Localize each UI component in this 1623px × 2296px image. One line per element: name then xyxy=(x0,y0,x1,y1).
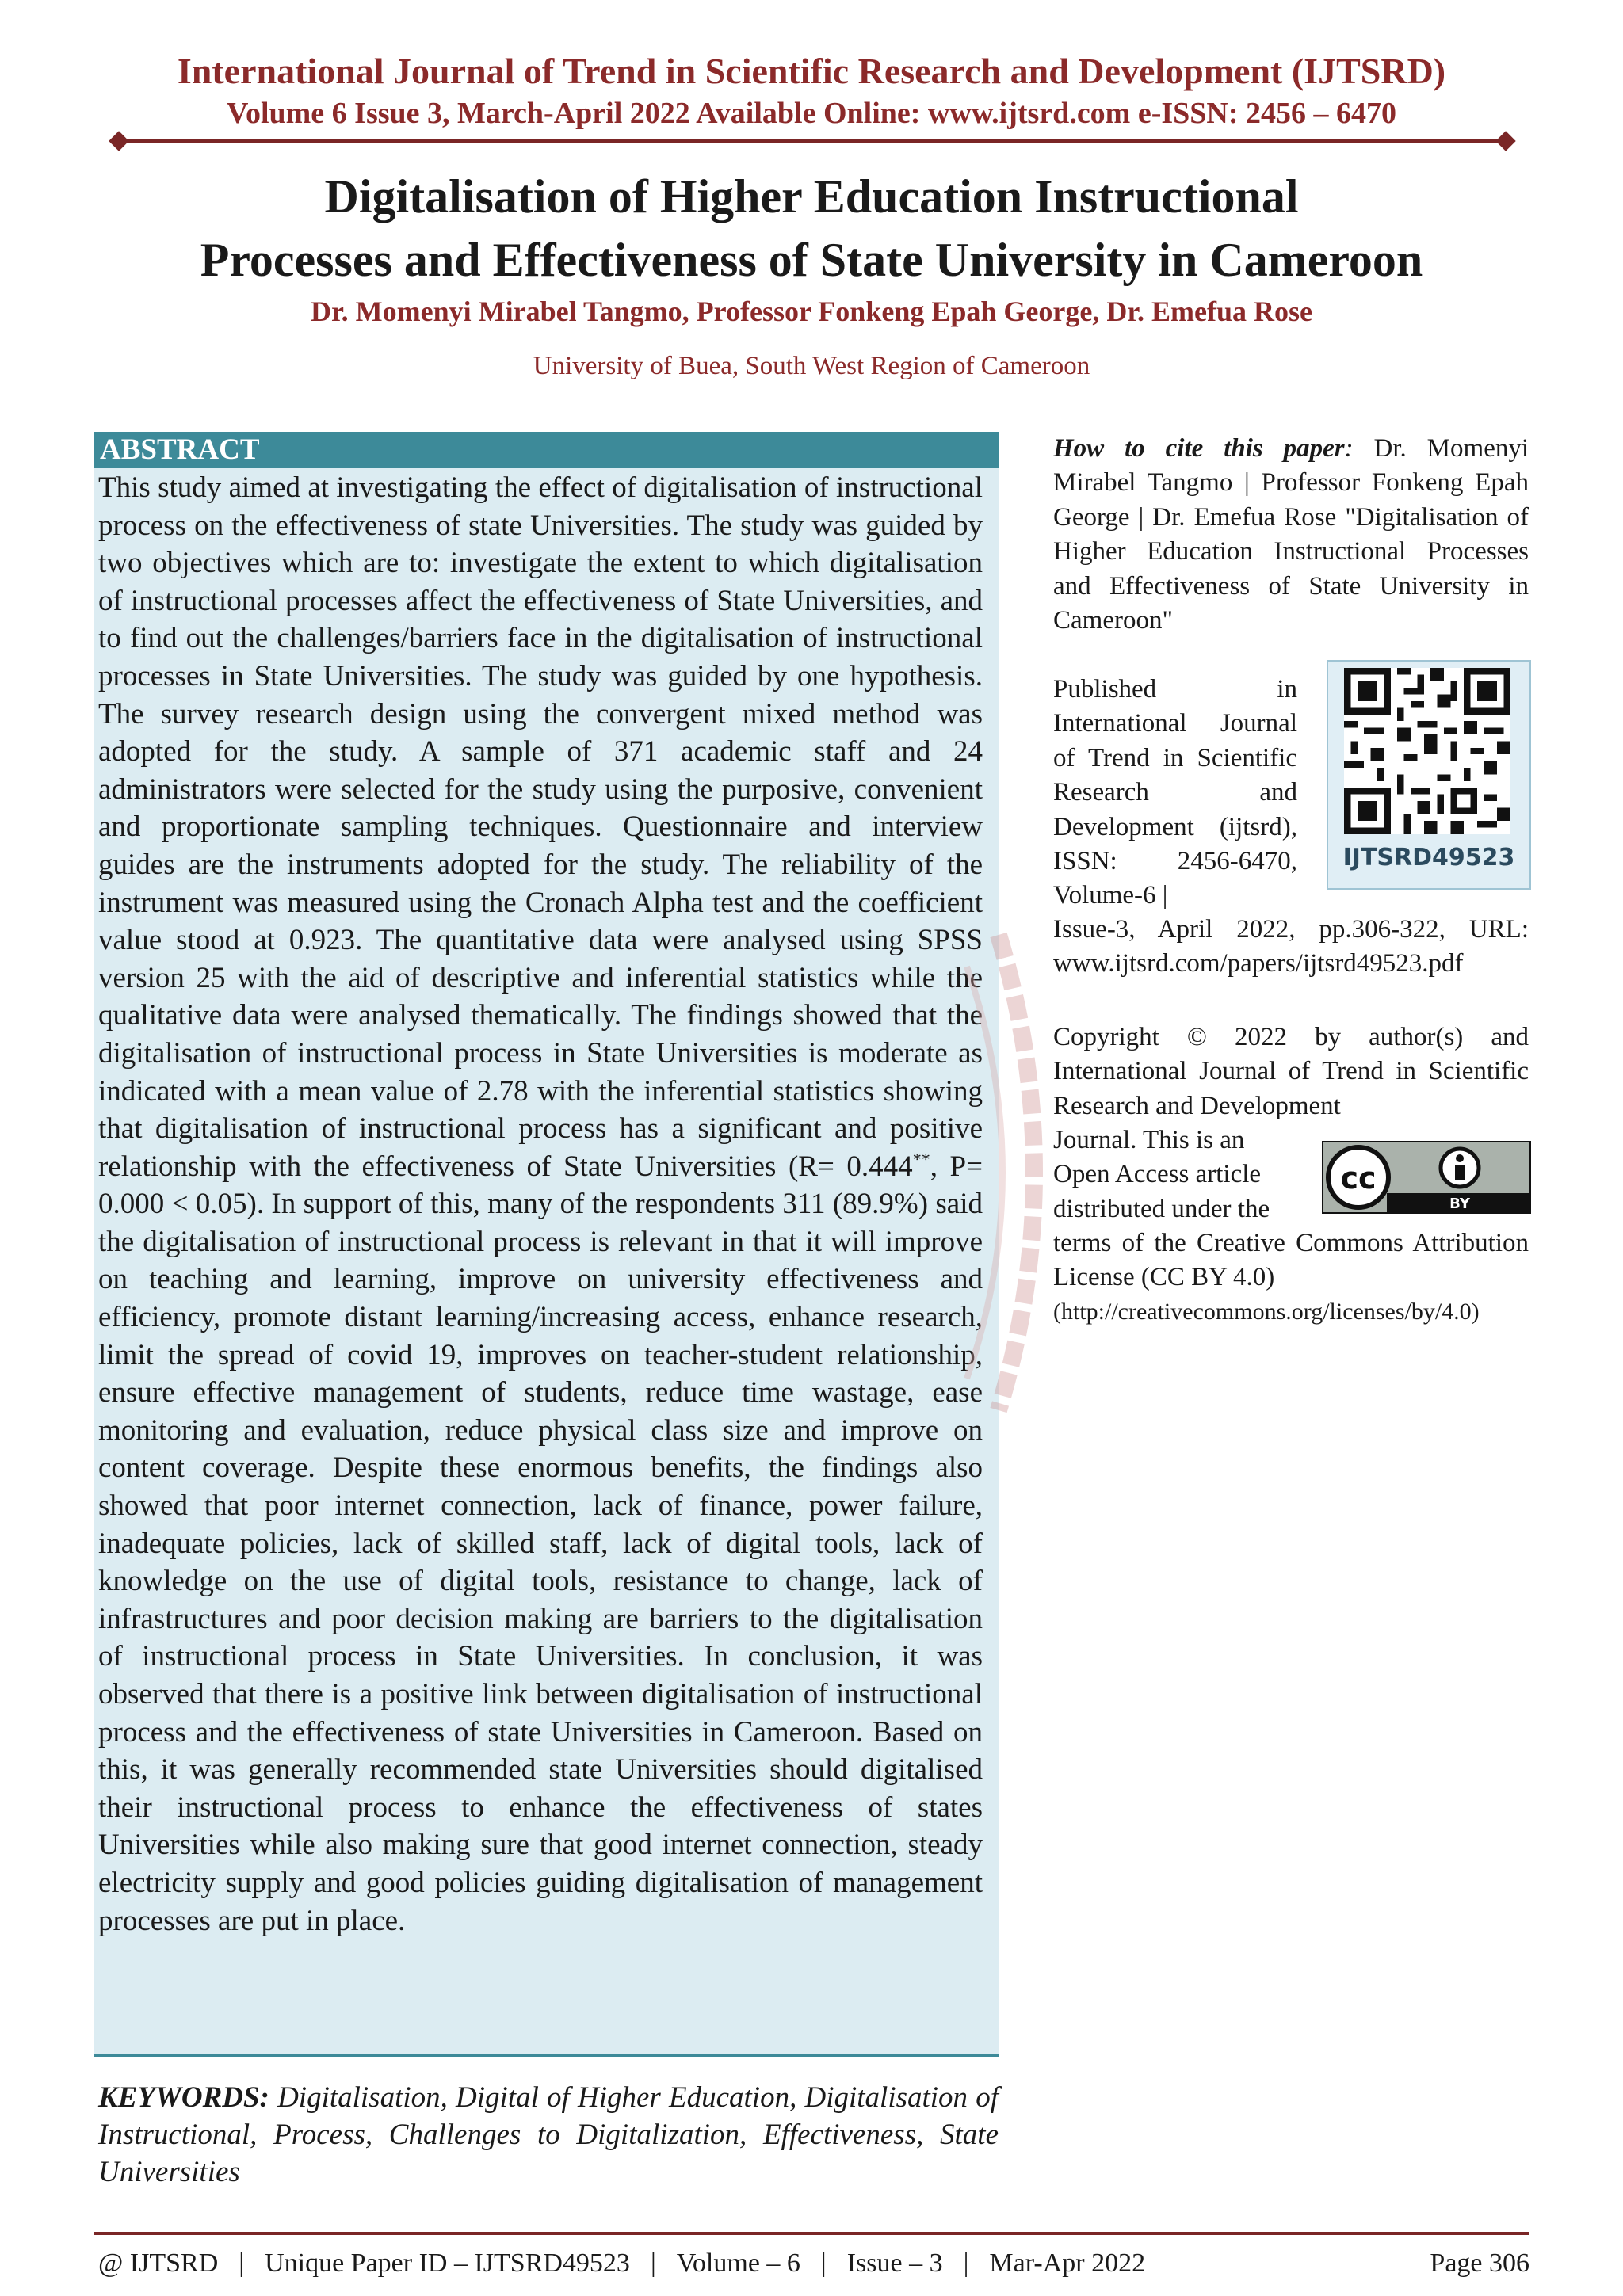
footer-volume: Volume – 6 xyxy=(676,2248,800,2278)
header-divider xyxy=(119,139,1506,143)
copyright-text: Copyright © 2022 by author(s) and International Journal of Trend in Scientific Research and Development xyxy=(1053,1023,1529,1120)
abstract-heading: ABSTRACT xyxy=(94,432,999,468)
qr-code-icon[interactable] xyxy=(1344,668,1510,834)
citation-published: Published in International Journal of Trend in Scientific Research and Development (ijtsrd), ISSN: 2456-6470, Volume-6 | xyxy=(1053,675,1297,910)
paper-title-line-1: Digitalisation of Higher Education Instructional xyxy=(324,170,1299,223)
abstract-superscript: ** xyxy=(912,1149,930,1169)
license-url[interactable]: (http://creativecommons.org/licenses/by/4.0) xyxy=(1053,1299,1480,1325)
footer-divider xyxy=(94,2232,1529,2235)
divider-diamond-right-icon xyxy=(1495,131,1515,151)
journal-name: International Journal of Trend in Scientific Research and Development (IJTSRD) xyxy=(177,51,1446,91)
by-badge-label: BY xyxy=(1449,1196,1470,1212)
citation-published-rest: Issue-3, April 2022, pp.306-322, URL: www.ijtsrd.com/papers/ijtsrd49523.pdf xyxy=(1053,915,1529,978)
page-footer xyxy=(98,2244,1529,2283)
paper-authors: Dr. Momenyi Mirabel Tangmo, Professor Fonkeng Epah George, Dr. Emefua Rose xyxy=(311,296,1312,327)
citation-colon: : xyxy=(1344,434,1354,463)
footer-org: @ IJTSRD xyxy=(98,2248,219,2278)
footer-date: Mar-Apr 2022 xyxy=(989,2248,1146,2278)
paper-title-line-2: Processes and Effectiveness of State University in Cameroon xyxy=(200,234,1423,286)
citation-label: How to cite this paper xyxy=(1053,434,1345,463)
qr-paper-id: IJTSRD49523 xyxy=(1342,844,1515,871)
abstract-text xyxy=(98,469,983,1939)
copyright-text-left: Journal. This is an Open Access article distributed under the xyxy=(1053,1126,1270,1223)
cc-by-license-badge[interactable] xyxy=(1322,1141,1531,1214)
footer-separator: | xyxy=(820,2248,827,2278)
footer-paper-id: Unique Paper ID – IJTSRD49523 xyxy=(265,2248,630,2278)
keywords-text: Digitalisation, Digital of Higher Education, Digitalisation of Instructional, Process, Challenges to Digitalization, Effectiveness, State Universities xyxy=(98,2081,999,2188)
divider-diamond-left-icon xyxy=(109,131,128,151)
footer-page-number: Page 306 xyxy=(1430,2248,1529,2278)
paper-affiliation: University of Buea, South West Region of Cameroon xyxy=(533,352,1090,380)
paper-title xyxy=(0,165,1623,292)
copyright-license: terms of the Creative Commons Attribution License (CC BY 4.0) xyxy=(1053,1229,1529,1292)
abstract-text-part-1: This study aimed at investigating the effect of digitalisation of instructional process on the effectiveness of state Universities. The study was guided by two objectives which are to: investigate the extent to which digitalisation of instructional processes affect the effectiveness of State Universities, and to find out the challenges/barriers face in the digitalisation of instructional processes in State Universities. The study was guided by one hypothesis. The survey research design using the convergent mixed method was adopted for the study. A sample of 371 academic staff and 24 administrators were selected for the study using the purposive, convenient and proportionate sampling techniques. Questionnaire and interview guides are the instruments adopted for the study. The reliability of the instrument was measured using the Cronach Alpha test and the coefficient value stood at 0.923. The quantitative data were analysed using SPSS version 25 with the aid of descriptive and inferential statistics while the qualitative data were analysed thematically. The findings showed that the digitalisation of instructional process in State Universities is moderate as indicated with a mean value of 2.78 with the inferential statistics showing that digitalisation of instructional process has a significant and positive relationship with the effectiveness of State Universities (R= 0.444 xyxy=(98,471,983,1183)
footer-separator: | xyxy=(963,2248,969,2278)
footer-separator: | xyxy=(239,2248,245,2278)
citation-text: Dr. Momenyi Mirabel Tangmo | Professor Fonkeng Epah George | Dr. Emefua Rose "Digitalisation of Higher Education Instructional Processes and Effectiveness of State University in Cameroon" xyxy=(1053,434,1529,635)
footer-separator: | xyxy=(650,2248,656,2278)
cc-badge-label: cc xyxy=(1340,1161,1377,1196)
footer-issue: Issue – 3 xyxy=(846,2248,943,2278)
journal-seal-watermark-icon xyxy=(951,919,1078,1426)
citation-block xyxy=(1053,432,1529,638)
abstract-text-part-2: , P= 0.000 < 0.05). In support of this, many of the respondents 311 (89.9%) said the digitalisation of instructional process is relevant in that it will improve on teaching and learning, improve on university effectiveness and efficiency, promote distant learning/increasing access, enhance research, limit the spread of covid 19, improves on teacher-student relationship, ensure effective management of students, reduce time wastage, ease monitoring and evaluation, reduce physical class size and improve on content coverage. Despite these enormous benefits, the findings also showed that poor internet connection, lack of finance, power failure, inadequate policies, lack of skilled staff, lack of digital tools, lack of knowledge on the use of digital tools, resistance to change, lack of infrastructures and poor decision making are barriers to the digitalisation of instructional process in State Universities. In conclusion, it was observed that there is a positive link between digitalisation of instructional process and the effectiveness of state Universities in Cameroon. Based on this, it was generally recommended state Universities should digitalised their instructional process to enhance the effectiveness of states Universities while also making sure that good internet connection, steady electricity supply and good policies guiding digitalisation of management processes are put in place. xyxy=(98,1150,983,1937)
keywords xyxy=(98,2079,999,2191)
keywords-label: KEYWORDS: xyxy=(98,2081,269,2114)
journal-volume-line: Volume 6 Issue 3, March-April 2022 Available Online: www.ijtsrd.com e-ISSN: 2456 – 6470 xyxy=(226,97,1397,130)
